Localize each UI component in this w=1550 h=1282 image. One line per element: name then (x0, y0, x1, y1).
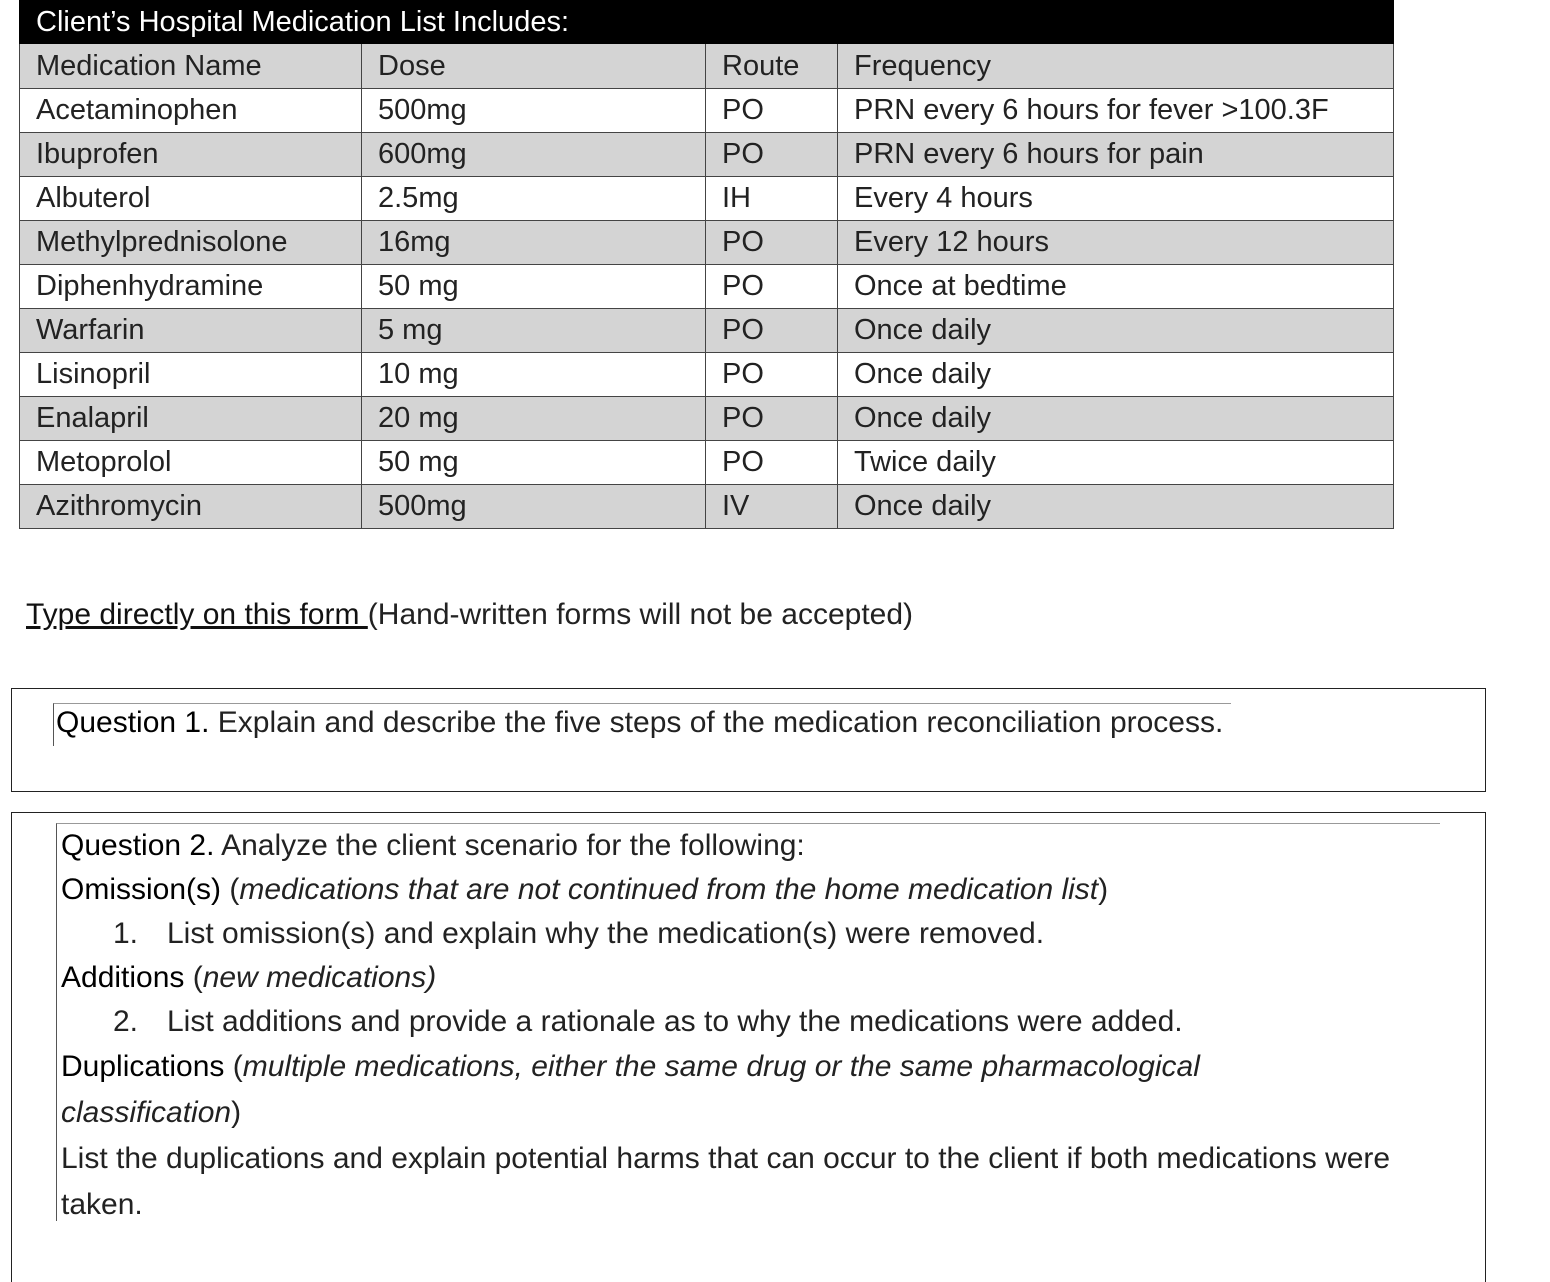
instruction-underlined-text: Type directly on this form (26, 598, 368, 631)
list-item-2-text: List additions and provide a rationale as to why the medications were added. (167, 1005, 1183, 1038)
table-header-row (20, 44, 1394, 89)
dose-cell: 50 mg (362, 265, 706, 309)
table-row (20, 221, 1394, 265)
omissions-description: medications that are not continued from the home medication list (239, 873, 1099, 906)
additions-description: new medications) (202, 961, 437, 994)
medication-name-cell: Methylprednisolone (20, 221, 362, 265)
question-1-box[interactable] (11, 688, 1486, 792)
question-2-intro: Analyze the client scenario for the following: (214, 829, 805, 862)
frequency-cell: Once daily (838, 397, 1394, 441)
frequency-cell: Once at bedtime (838, 265, 1394, 309)
table-title: Client’s Hospital Medication List Includes: (20, 1, 1394, 44)
omissions-line (61, 868, 1440, 912)
medication-name-cell: Ibuprofen (20, 133, 362, 177)
instruction-note: (Hand-written forms will not be accepted) (367, 598, 914, 631)
route-cell: PO (706, 309, 838, 353)
additions-label: Additions (61, 961, 185, 994)
table-row (20, 177, 1394, 221)
question-2-intro-line (61, 824, 1440, 868)
omissions-paren-open: ( (221, 873, 240, 906)
medication-name-cell: Acetaminophen (20, 89, 362, 133)
list-item-2 (61, 1000, 1440, 1044)
dose-cell: 5 mg (362, 309, 706, 353)
column-header-dose: Dose (362, 44, 706, 89)
route-cell: PO (706, 397, 838, 441)
question-1-prompt: Explain and describe the five steps of the medication reconciliation process. (209, 706, 1224, 739)
list-item-1 (61, 912, 1440, 956)
medication-name-cell: Azithromycin (20, 485, 362, 529)
dose-cell: 600mg (362, 133, 706, 177)
question-2-box[interactable] (11, 812, 1486, 1282)
frequency-cell: Once daily (838, 485, 1394, 529)
route-cell: PO (706, 133, 838, 177)
dose-cell: 16mg (362, 221, 706, 265)
medication-name-cell: Metoprolol (20, 441, 362, 485)
route-cell: IH (706, 177, 838, 221)
question-2-label: Question 2. (61, 829, 215, 862)
frequency-cell: PRN every 6 hours for pain (838, 133, 1394, 177)
table-row (20, 485, 1394, 529)
medication-name-cell: Lisinopril (20, 353, 362, 397)
duplications-description: multiple medications, either the same drug or the same pharmacological classification (61, 1050, 1200, 1129)
frequency-cell: Every 12 hours (838, 221, 1394, 265)
medication-name-cell: Warfarin (20, 309, 362, 353)
route-cell: PO (706, 441, 838, 485)
route-cell: PO (706, 89, 838, 133)
column-header-route: Route (706, 44, 838, 89)
table-row (20, 265, 1394, 309)
medication-name-cell: Albuterol (20, 177, 362, 221)
frequency-cell: Once daily (838, 309, 1394, 353)
route-cell: PO (706, 265, 838, 309)
column-header-frequency: Frequency (838, 44, 1394, 89)
dose-cell: 10 mg (362, 353, 706, 397)
duplications-line (61, 1044, 1321, 1136)
duplications-label: Duplications (61, 1050, 225, 1083)
table-row (20, 397, 1394, 441)
medication-name-cell: Enalapril (20, 397, 362, 441)
dose-cell: 50 mg (362, 441, 706, 485)
table-title-row (20, 1, 1394, 44)
additions-line (61, 956, 1440, 1000)
table-row (20, 133, 1394, 177)
duplications-paren-close: ) (231, 1096, 242, 1129)
dose-cell: 500mg (362, 89, 706, 133)
table-row (20, 353, 1394, 397)
medication-table (19, 0, 1394, 529)
list-item-1-number: 1. (113, 917, 139, 950)
table-row (20, 89, 1394, 133)
list-item-2-number: 2. (113, 1005, 139, 1038)
table-row (20, 309, 1394, 353)
omissions-label: Omission(s) (61, 873, 222, 906)
dose-cell: 20 mg (362, 397, 706, 441)
question-2-content (56, 823, 1440, 1221)
omissions-paren-close: ) (1098, 873, 1109, 906)
additions-paren-open: ( (184, 961, 203, 994)
duplications-instruction: List the duplications and explain potential harms that can occur to the client if both medications were taken. (61, 1142, 1391, 1221)
frequency-cell: Once daily (838, 353, 1394, 397)
question-1-label: Question 1. (56, 706, 210, 739)
route-cell: IV (706, 485, 838, 529)
dose-cell: 500mg (362, 485, 706, 529)
table-row (20, 441, 1394, 485)
form-instruction (26, 598, 913, 632)
medication-name-cell: Diphenhydramine (20, 265, 362, 309)
dose-cell: 2.5mg (362, 177, 706, 221)
frequency-cell: PRN every 6 hours for fever >100.3F (838, 89, 1394, 133)
route-cell: PO (706, 221, 838, 265)
column-header-medication-name: Medication Name (20, 44, 362, 89)
duplications-paren-open: ( (224, 1050, 243, 1083)
frequency-cell: Twice daily (838, 441, 1394, 485)
question-1-text (53, 703, 1231, 746)
route-cell: PO (706, 353, 838, 397)
frequency-cell: Every 4 hours (838, 177, 1394, 221)
list-item-1-text: List omission(s) and explain why the medication(s) were removed. (167, 917, 1045, 950)
